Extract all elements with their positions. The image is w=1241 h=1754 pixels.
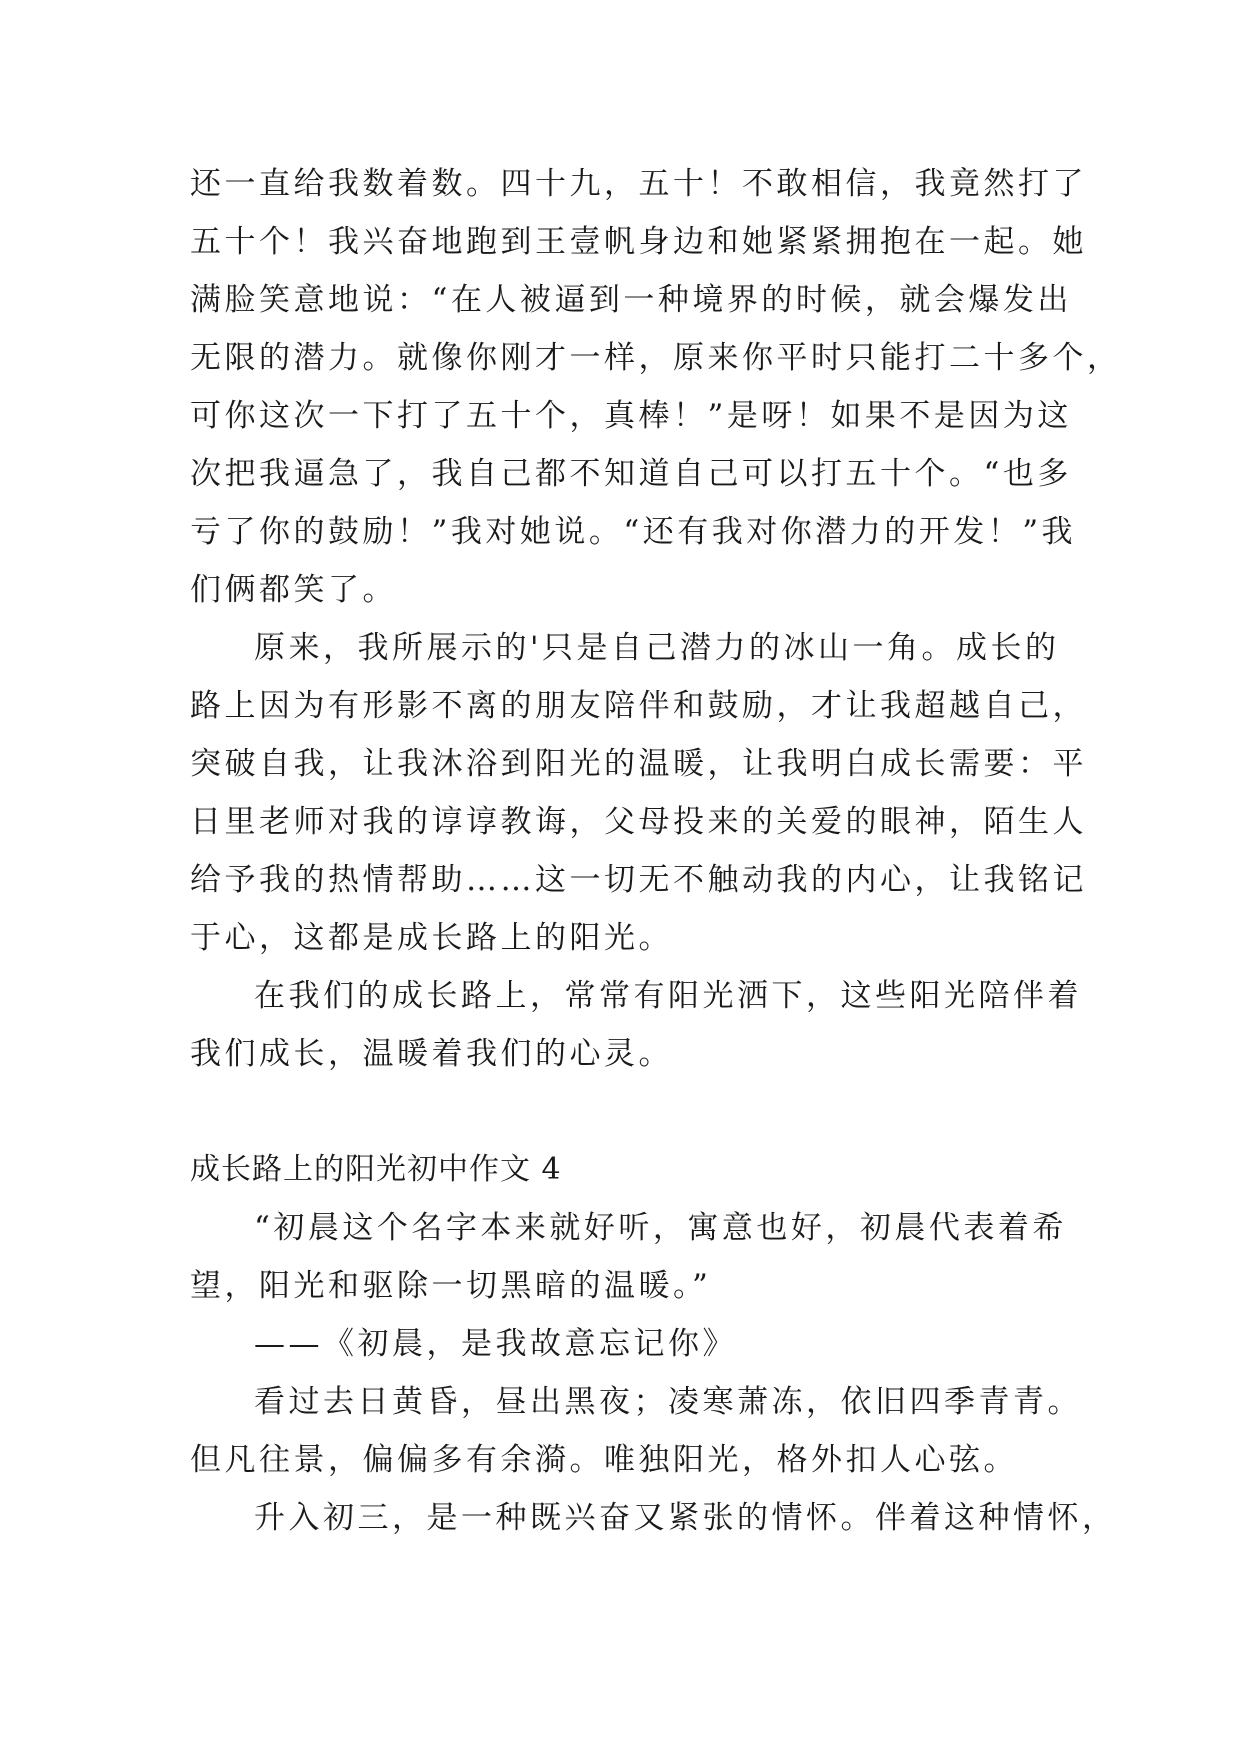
text-line: 可你这次一下打了五十个，真棒！”是呀！如果不是因为这 [190,398,1072,434]
paragraph-seasons [190,1373,1082,1489]
text-line: 满脸笑意地说：“在人被逼到一种境界的时候，就会爆发出 [190,282,1072,318]
text-line: 次把我逼急了，我自己都不知道自己可以打五十个。“也多 [190,456,1072,492]
text-line: “初晨这个名字本来就好听，寓意也好，初晨代表着希 [254,1210,1067,1246]
section-gap [190,1083,1060,1141]
text-line: 但凡往景，偏偏多有余漪。唯独阳光，格外扣人心弦。 [190,1442,1018,1478]
text-line: 还一直给我数着数。四十九，五十！不敢相信，我竟然打了 [190,166,1087,202]
text-line: 望，阳光和驱除一切黑暗的温暖。” [190,1268,712,1304]
paragraph-conclusion [190,967,1082,1083]
paragraph-reflection [190,619,1087,967]
text-line: 在我们的成长路上，常常有阳光洒下，这些阳光陪伴着 [254,978,1082,1014]
text-line: 看过去日黄昏，昼出黑夜；凌寒萧冻，依旧四季青青。 [254,1384,1082,1420]
text-line: 给予我的热情帮助……这一切无不触动我的内心，让我铭记 [190,862,1087,898]
text-line: 日里老师对我的谆谆教诲，父母投来的关爱的眼神，陌生人 [190,804,1087,840]
essay-heading: 成长路上的阳光初中作文 4 [190,1152,562,1187]
text-line: 五十个！我兴奋地跑到王壹帆身边和她紧紧拥抱在一起。她 [190,224,1087,260]
text-line: 我们成长，温暖着我们的心灵。 [190,1036,673,1072]
paragraph-quote [190,1199,1067,1373]
paragraph-continuation [190,155,1122,619]
text-line: 路上因为有形影不离的朋友陪伴和鼓励，才让我超越自己， [190,688,1087,724]
text-line: 突破自我，让我沐浴到阳光的温暖，让我明白成长需要：平 [190,746,1087,782]
text-line: 亏了你的鼓励！”我对她说。“还有我对你潜力的开发！”我 [190,514,1077,550]
paragraph-grade-three [190,1489,1117,1547]
text-line: 于心，这都是成长路上的阳光。 [190,920,673,956]
article-body [190,155,1122,1547]
text-line: 无限的潜力。就像你刚才一样，原来你平时只能打二十多个， [190,340,1122,376]
text-line: 们俩都笑了。 [190,572,397,608]
text-line: 升入初三，是一种既兴奋又紧张的情怀。伴着这种情怀， [254,1500,1117,1536]
quote-source: ——《初晨，是我故意忘记你》 [254,1326,737,1362]
text-line: 原来，我所展示的'只是自己潜力的冰山一角。成长的 [254,630,1060,666]
